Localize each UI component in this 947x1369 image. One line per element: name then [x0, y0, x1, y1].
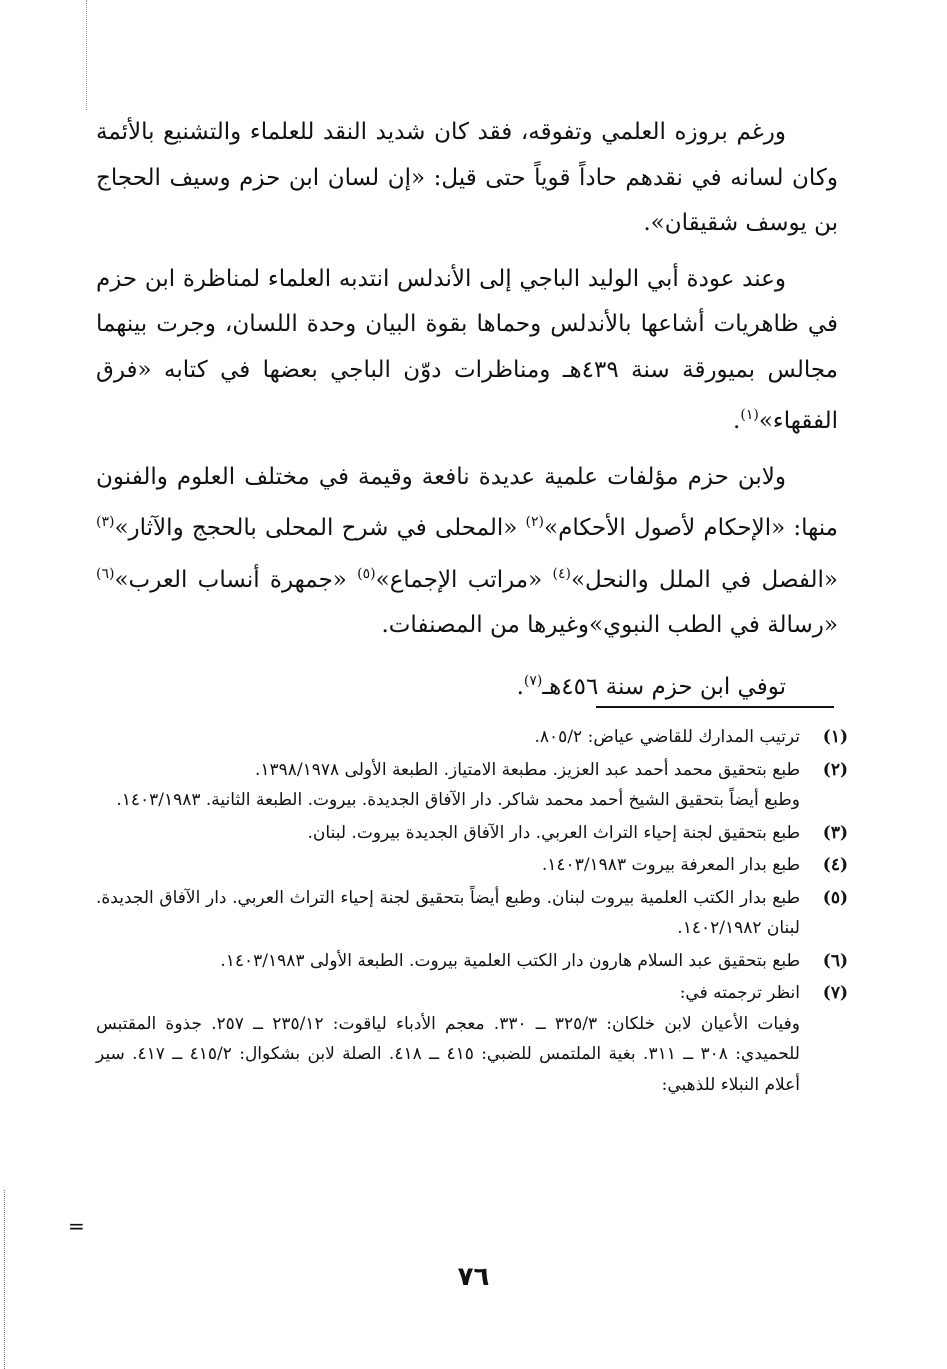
footnote-line: انظر ترجمته في: [679, 983, 800, 1003]
footnote-number: (٣) [822, 822, 848, 843]
footnote-ref: (٥) [357, 565, 376, 582]
footnote-number: (٤) [822, 855, 848, 875]
footnote-ref: (٢) [525, 514, 545, 530]
footnote-text [96, 755, 800, 816]
footnote-line: وطبع أيضاً بتحقيق الشيخ أحمد محمد شاكر. دار الآفاق الجديدة. بيروت. الطبعة الثانية. ١٤٠٣/١٩٨٣. [116, 790, 800, 810]
footnote-number: (١) [822, 727, 848, 747]
footnote-line: طبع بدار الكتب العلمية بيروت لبنان. وطبع أيضاً بتحقيق لجنة إحياء التراث العربي. دار الآفاق الجديدة. لبنان ١٤٠٢/١٩٨٢. [96, 887, 800, 938]
footnote-line: ترتيب المدارك للقاضي عياض: ٨٠٥/٢. [534, 727, 800, 747]
footnote-text [96, 722, 800, 753]
footnote [96, 978, 848, 1100]
footnote-number: (٥) [822, 887, 848, 908]
footnote-number: (٦) [822, 950, 848, 971]
book-title: «المحلى في شرح المحلى بالحجج والآثار» [114, 515, 526, 541]
footnote-text [96, 883, 800, 944]
book-title: «جمهرة أنساب العرب» [114, 566, 358, 593]
main-body-text [96, 110, 838, 720]
footnote-line: طبع بتحقيق لجنة إحياء التراث العربي. دار الآفاق الجديدة بيروت. لبنان. [307, 822, 800, 843]
footnote [96, 946, 848, 977]
footnote-ref: (٣) [96, 514, 115, 530]
paragraph-2: وعند عودة أبي الوليد الباجي إلى الأندلس انتدبه العلماء لمناظرة ابن حزم في ظاهريات أشاعها بالأندلس وحماها بقوة البيان وحدة اللسان، وجرت بينهما مجالس بميورقة سنة ٤٣٩هـ ومناظرات دوّن الباجي بعضها في كتابه «فرق الفقهاء»$^{(١)}$. [96, 265, 839, 434]
footnote [96, 818, 848, 849]
footnote-ref: (٦) [96, 565, 115, 582]
footnote-number: (٢) [822, 759, 848, 780]
book-title: «رسالة في الطب النبوي»وغيرها من المصنفات. [381, 612, 838, 638]
footnote-ref: (٤) [552, 565, 571, 582]
footnote-text [96, 978, 800, 1100]
footnote [96, 850, 848, 881]
footnote-line: طبع بدار المعرفة بيروت ١٤٠٣/١٩٨٣. [541, 855, 800, 875]
scan-artifact-line [86, 0, 88, 110]
footnote-ref: (٧) [523, 672, 543, 689]
book-title: «الفصل في الملل والنحل» [570, 566, 838, 593]
footnote-text [96, 946, 800, 977]
page-number: ٧٦ [457, 1262, 490, 1292]
paragraph-4: توفي ابن حزم سنة ٤٥٦هـ$^{(٧)}$. [516, 672, 786, 700]
footnote-text [96, 850, 800, 881]
book-title: «مراتب الإجماع» [375, 566, 553, 593]
footnote [96, 722, 848, 753]
footnotes [96, 722, 848, 1102]
paragraph-1: ورغم بروزه العلمي وتفوقه، فقد كان شديد النقد للعلماء والتشنيع بالأئمة وكان لسانه في نقدهم حاداً قوياً حتى قيل: «إن لسان ابن حزم وسيف الحجاج بن يوسف شقيقان». [96, 119, 838, 236]
paragraph-3: ولابن حزم مؤلفات علمية عديدة نافعة وقيمة في مختلف العلوم والفنون منها: «الإحكام لأصول الأحكام»$^{(٢)}$ «المحلى في شرح المحلى بالحجج والآثار»$^{(٣)}$ «الفصل في الملل والنحل»$^{(٤)}$ «مراتب الإجماع»$^{(٥)}$ «جمهرة أنساب العرب»$^{(٦)}$ «رسالة في الطب النبوي»وغيرها من المصنفات. [96, 463, 838, 638]
footnote [96, 755, 848, 816]
footnote-separator [596, 706, 834, 708]
footnote-line: طبع بتحقيق محمد أحمد عبد العزيز. مطبعة الامتياز. الطبعة الأولى ١٣٩٨/١٩٧٨. [254, 759, 800, 780]
footnote [96, 883, 848, 944]
margin-mark: = [68, 1214, 85, 1238]
footnote-ref: (١) [740, 407, 759, 423]
footnote-number: (٧) [822, 983, 848, 1003]
footnote-text [96, 818, 800, 849]
footnote-line: وفيات الأعيان لابن خلكان: ٣٢٥/٣ ــ ٣٣٠. معجم الأدباء لياقوت: ٢٣٥/١٢ ــ ٢٥٧. جذوة المقتبس للحميدي: ٣٠٨ ــ ٣١١. بغية الملتمس للضبي: ٤١٥ ــ ٤١٨. الصلة لابن بشكوال: ٤١٥/٢ ــ ٤١٧. سير أعلام النبلاء للذهبي: [96, 1013, 800, 1095]
footnote-line: طبع بتحقيق عبد السلام هارون دار الكتب العلمية بيروت. الطبعة الأولى ١٤٠٣/١٩٨٣. [220, 950, 800, 971]
